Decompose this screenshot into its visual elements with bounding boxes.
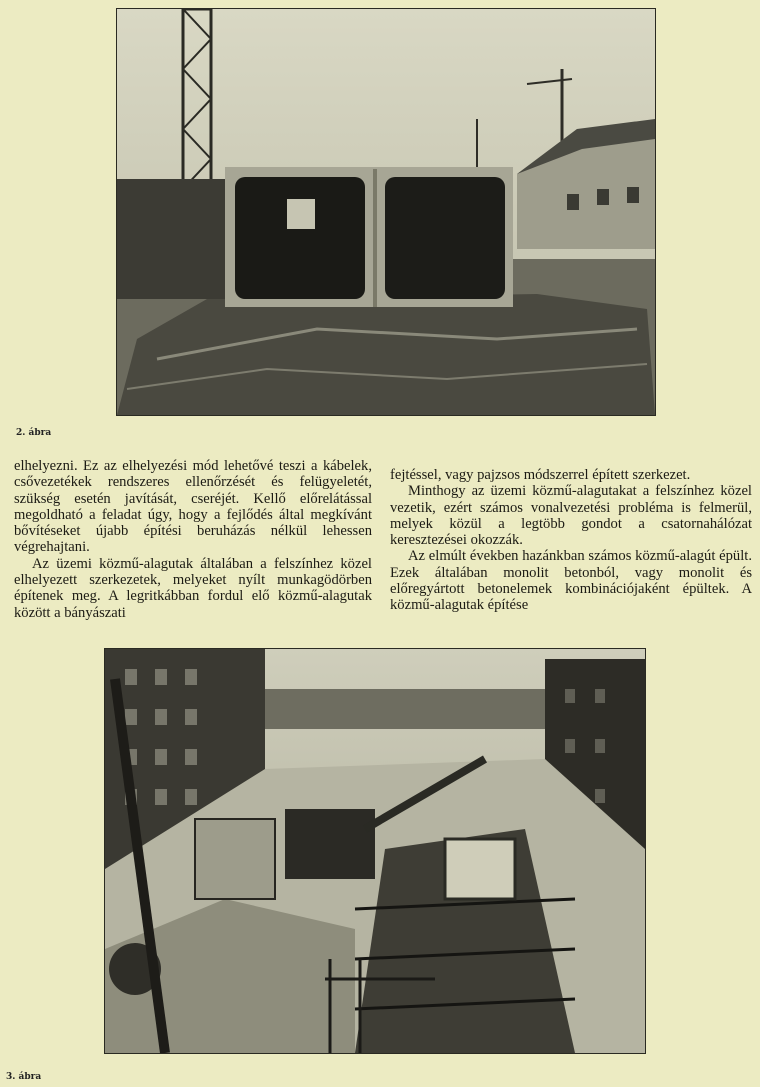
- text-column-right: [390, 467, 752, 614]
- paragraph: elhelyezni. Ez az elhelyezési mód lehetővé teszi a kábelek, csővezetékek rendszeres ellenőrzését és felügyeletét, szükség esetén javítását, cseréjét. Kellő előrelátással megoldható a feladat úgy, hogy a fejlődés által megkívánt bővítéseket újabb építési beruházás nélkül lehessen végrehajtani.: [14, 458, 372, 556]
- figure-2-photo: [116, 8, 656, 416]
- figure-3-caption: 3. ábra: [6, 1072, 42, 1082]
- figure-3-photo: [104, 648, 646, 1054]
- paragraph: Minthogy az üzemi közmű-alagutakat a felszínhez közel vezetik, ezért számos vonalvezetési probléma is felmerül, melyek közül a legtöbb gondot a csatornahálózat keresztezései okozzák.: [390, 483, 752, 549]
- paragraph: fejtéssel, vagy pajzsos módszerrel épített szerkezet.: [390, 467, 691, 483]
- text-column-left: [14, 458, 372, 621]
- paragraph: Az üzemi közmű-alagutak általában a felszínhez közel elhelyezett szerkezetek, melyeket nyílt munkagödörben építenek meg. A legritkábban fordul elő közmű-alagutak között a bányászati: [14, 555, 372, 621]
- paragraph: Az elmúlt években hazánkban számos közmű-alagút épült. Ezek általában monolit betonból, vagy monolit és előregyártott betonelemek kombinációjaként épültek. A közmű-alagutak építése: [390, 548, 752, 614]
- figure-2-caption: 2. ábra: [16, 428, 52, 438]
